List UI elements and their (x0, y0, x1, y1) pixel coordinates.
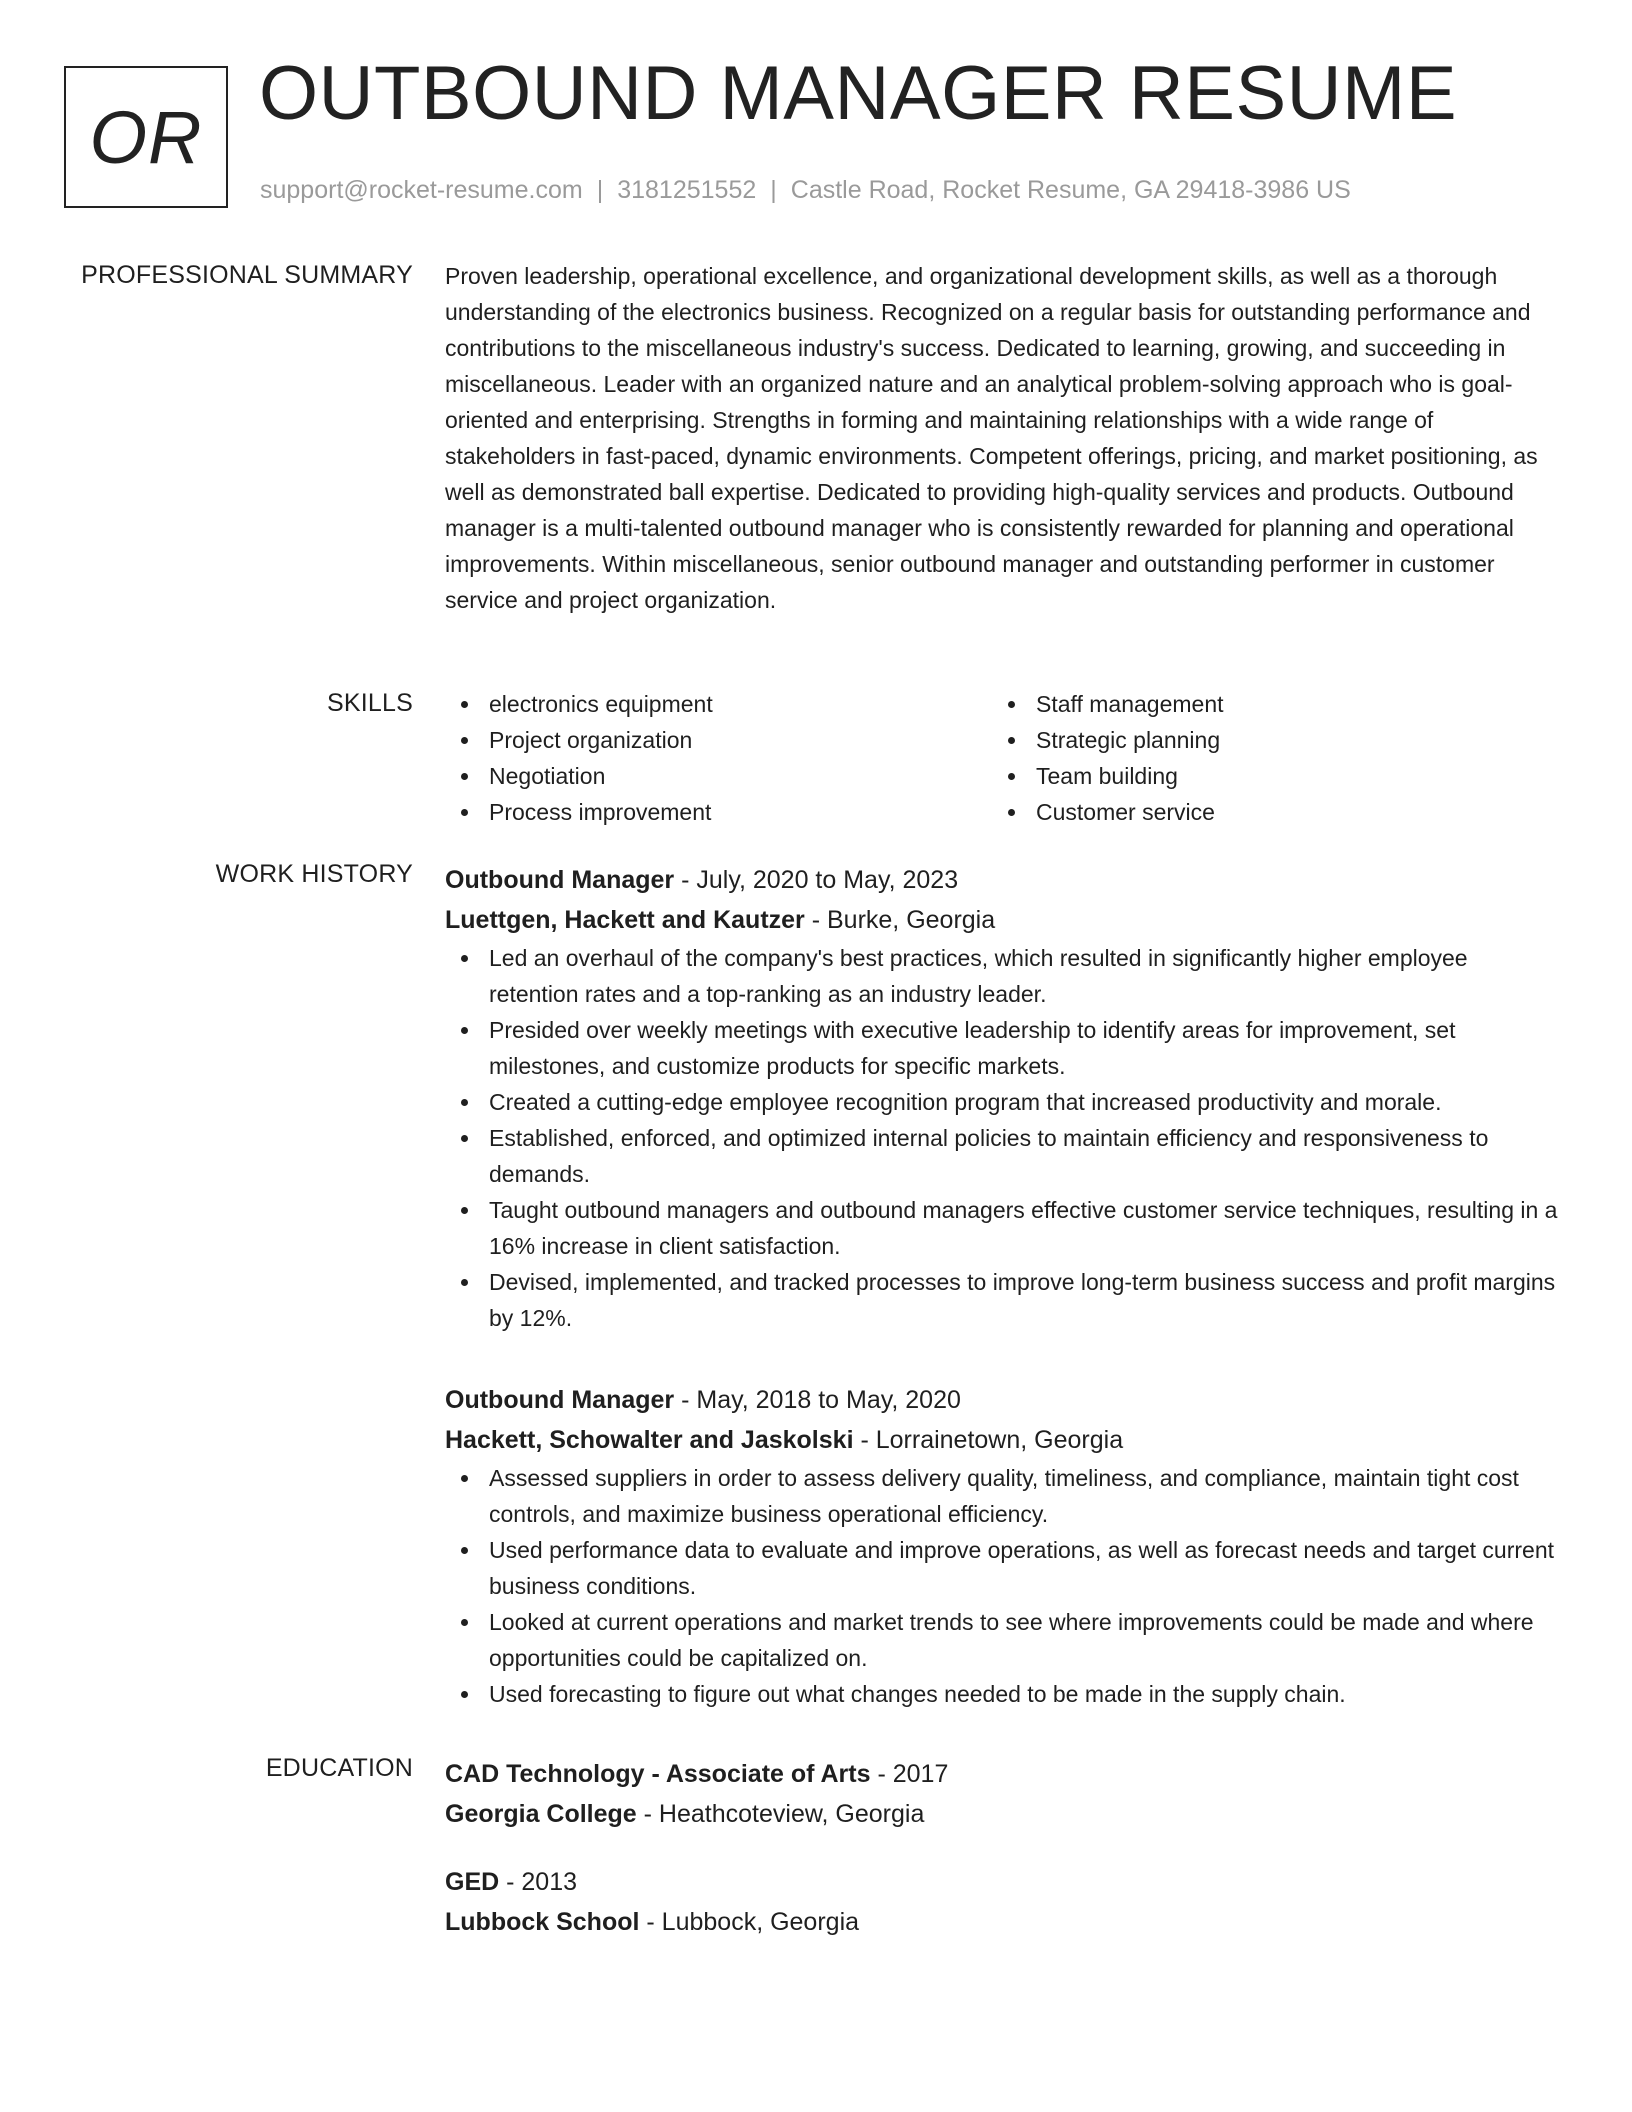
education-school-line (445, 1902, 1560, 1942)
skill-item: Team building (992, 758, 1539, 794)
education-school: Lubbock School (445, 1908, 640, 1936)
contact-phone: 3181251552 (617, 176, 757, 204)
job-entry (445, 860, 1560, 1336)
skills-column-left (445, 686, 992, 830)
education-location: - Heathcoteview, Georgia (636, 1800, 925, 1828)
education-year: - 2017 (870, 1760, 949, 1788)
job-bullet: Created a cutting-edge employee recognition program that increased productivity and morale. (445, 1084, 1560, 1120)
education-location: - Lubbock, Georgia (639, 1908, 860, 1936)
skills-column-right (992, 686, 1539, 830)
job-bullet: Looked at current operations and market trends to see where improvements could be made and where opportunities could be capitalized on. (445, 1604, 1560, 1676)
job-location: - Lorrainetown, Georgia (853, 1426, 1124, 1454)
job-title-line (445, 860, 1560, 900)
job-entry (445, 1380, 1560, 1712)
skill-item: Negotiation (445, 758, 992, 794)
education-degree-line (445, 1862, 1560, 1902)
job-bullet: Established, enforced, and optimized internal policies to maintain efficiency and responsiveness to demands. (445, 1120, 1560, 1192)
contact-line (260, 176, 1351, 205)
summary-heading: PROFESSIONAL SUMMARY (81, 261, 413, 289)
skill-item: Customer service (992, 794, 1539, 830)
job-dates: - July, 2020 to May, 2023 (674, 866, 959, 894)
contact-address: Castle Road, Rocket Resume, GA 29418-3986 US (790, 176, 1351, 204)
job-bullet: Presided over weekly meetings with executive leadership to identify areas for improvement, set milestones, and customize products for specific markets. (445, 1012, 1560, 1084)
job-title: Outbound Manager (445, 1386, 675, 1414)
education-degree: CAD Technology - Associate of Arts (445, 1760, 871, 1788)
skill-item: Staff management (992, 686, 1539, 722)
job-company: Luettgen, Hackett and Kautzer (445, 906, 805, 934)
education-heading: EDUCATION (265, 1754, 413, 1782)
education-entry (445, 1862, 1560, 1942)
education-year: - 2013 (499, 1868, 578, 1896)
skills-list (445, 686, 1560, 830)
job-location: - Burke, Georgia (804, 906, 996, 934)
job-company-line (445, 900, 1560, 940)
contact-separator: | (596, 176, 604, 204)
education-entry (445, 1754, 1560, 1834)
skills-heading: SKILLS (327, 689, 413, 717)
skill-item: Project organization (445, 722, 992, 758)
page-title: OUTBOUND MANAGER RESUME (259, 51, 1458, 136)
job-title-line (445, 1380, 1560, 1420)
job-bullet: Assessed suppliers in order to assess delivery quality, timeliness, and compliance, maintain tight cost controls, and maximize business operational efficiency. (445, 1460, 1560, 1532)
education-degree-line (445, 1754, 1560, 1794)
job-bullets (445, 1460, 1560, 1712)
job-bullets (445, 940, 1560, 1336)
education-school-line (445, 1794, 1560, 1834)
skill-item: Strategic planning (992, 722, 1539, 758)
monogram-initials: OR (89, 95, 203, 179)
job-dates: - May, 2018 to May, 2020 (674, 1386, 961, 1414)
job-bullet: Used forecasting to figure out what changes needed to be made in the supply chain. (445, 1676, 1560, 1712)
job-company-line (445, 1420, 1560, 1460)
work-history-heading: WORK HISTORY (215, 860, 413, 888)
job-company: Hackett, Schowalter and Jaskolski (445, 1426, 854, 1454)
summary-text: Proven leadership, operational excellence, and organizational development skills, as well as a thorough understanding of the electronics business. Recognized on a regular basis for outstanding performance and contributions to the miscellaneous industry's success. Dedicated to learning, growing, and succeeding in miscellaneous. Leader with an organized nature and an analytical problem-solving approach who is goal-oriented and enterprising. Strengths in forming and maintaining relationships with a wide range of stakeholders in fast-paced, dynamic environments. Competent offerings, pricing, and market positioning, as well as demonstrated ball expertise. Dedicated to providing high-quality services and products. Outbound manager is a multi-talented outbound manager who is consistently rewarded for planning and operational improvements. Within miscellaneous, senior outbound manager and outstanding performer in customer service and project organization. (445, 263, 1538, 613)
skill-item: Process improvement (445, 794, 992, 830)
education-school: Georgia College (445, 1800, 637, 1828)
job-bullet: Used performance data to evaluate and improve operations, as well as forecast needs and target current business conditions. (445, 1532, 1560, 1604)
monogram-box (64, 66, 228, 208)
job-bullet: Devised, implemented, and tracked processes to improve long-term business success and profit margins by 12%. (445, 1264, 1560, 1336)
contact-email: support@rocket-resume.com (260, 176, 583, 204)
job-title: Outbound Manager (445, 866, 675, 894)
summary-content (445, 258, 1560, 618)
job-bullet: Taught outbound managers and outbound managers effective customer service techniques, resulting in a 16% increase in client satisfaction. (445, 1192, 1560, 1264)
education-degree: GED (445, 1868, 500, 1896)
contact-separator: | (770, 176, 777, 204)
job-bullet: Led an overhaul of the company's best practices, which resulted in significantly higher employee retention rates and a top-ranking as an industry leader. (445, 940, 1560, 1012)
skill-item: electronics equipment (445, 686, 992, 722)
